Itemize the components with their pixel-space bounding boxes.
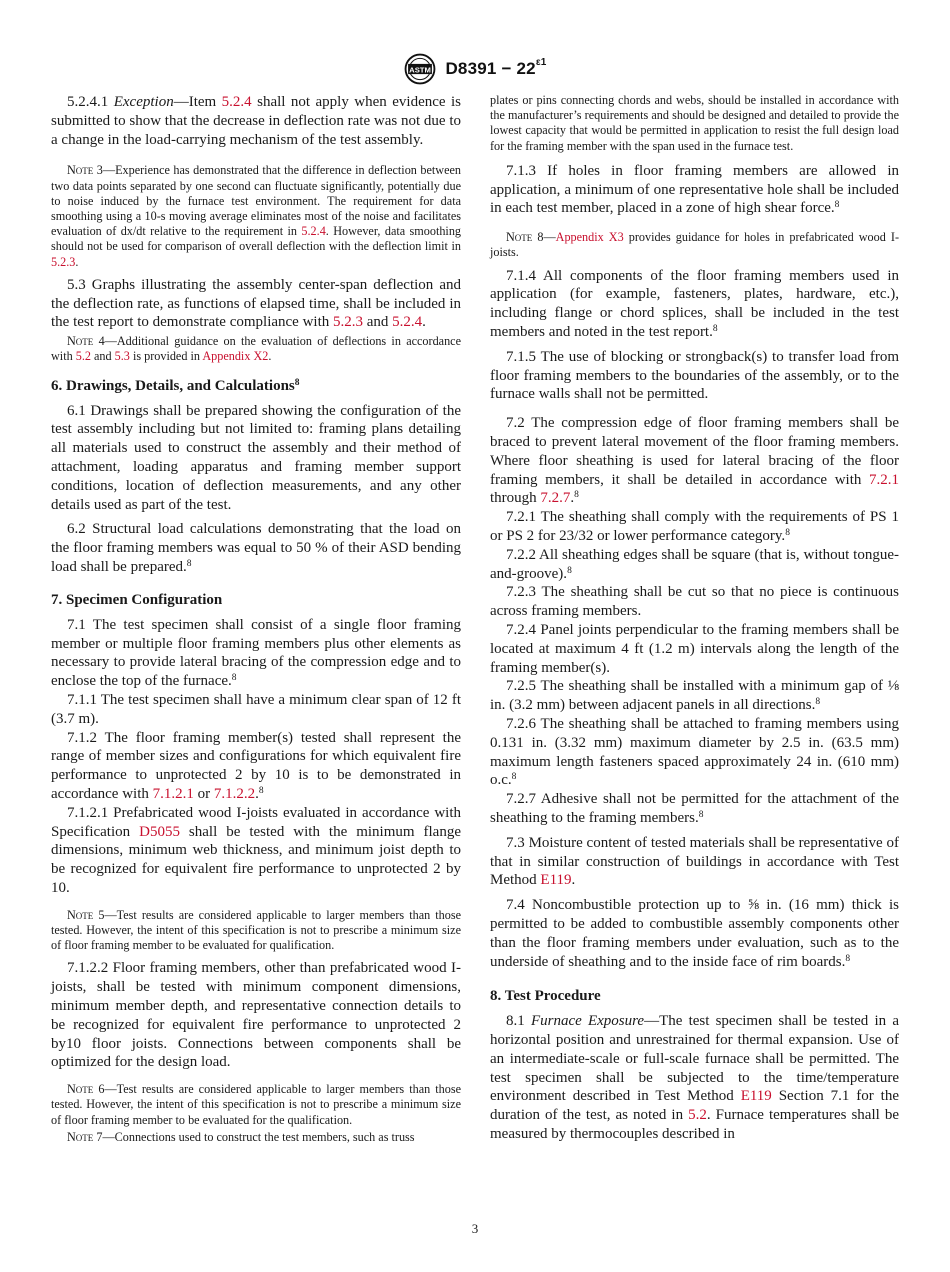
link-7-2-1[interactable]: 7.2.1 <box>869 471 899 488</box>
link-5-2[interactable]: 5.2 <box>75 349 91 364</box>
paragraph-7-1-1: 7.1.1 The test specimen shall have a minimum clear span of 12 ft (3.7 m). <box>51 691 461 727</box>
link-d5055[interactable]: D5055 <box>139 823 180 840</box>
paragraph-7-3: 7.3 Moisture content of tested materials shall be representative of that in similar construction of buildings in accordance with Test Method E119. <box>490 834 899 889</box>
link-5-2-4[interactable]: 5.2.4 <box>301 224 326 239</box>
svg-text:ASTM: ASTM <box>409 65 432 75</box>
note-5: Note 5—Test results are considered applicable to larger members than those tested. However, the intent of this specification is not to prescribe a minimum size of floor framing member to be evaluated for qualification. <box>51 907 461 953</box>
section-6-heading: 6. Drawings, Details, and Calculations$^8$ <box>51 377 300 394</box>
paragraph-7-1-2-1: 7.1.2.1 Prefabricated wood I-joists evaluated in accordance with Specification D5055 shall be tested with the minimum flange dimensions, minimum web thickness, and minimum joist depth to be recognized for equivalent fire performance to unprotected 2 by 10. <box>51 804 461 896</box>
astm-logo-icon <box>403 52 437 86</box>
link-7-1-2-2[interactable]: 7.1.2.2 <box>213 785 256 802</box>
paragraph-7-1-5: 7.1.5 The use of blocking or strongback(s) to transfer load from floor framing members to the boundaries of the assembly, or to the furnace walls shall not be permitted. <box>490 348 899 403</box>
paragraph-7-2-7: 7.2.7 Adhesive shall not be permitted for the attachment of the sheathing to the framing members.$^8$ <box>490 791 899 826</box>
note-7: Note 7—Connections used to construct the test members, such as truss <box>67 1129 415 1144</box>
section-8-heading: 8. Test Procedure <box>490 988 601 1005</box>
paragraph-7-2-4: 7.2.4 Panel joints perpendicular to the framing members shall be located at maximum 4 ft (1.2 m) intervals along the length of the framing member(s). <box>490 621 899 676</box>
link-7-1-2-1[interactable]: 7.1.2.1 <box>152 785 194 802</box>
paragraph-6-1: 6.1 Drawings shall be prepared showing the configuration of the test assembly including but not limited to: framing plans detailing all materials used to construct the assembly and their method of attachment, loading apparatus and framing member support conditions, location of deflection measurements, and any other details used as part of the test. <box>51 402 461 513</box>
document-designation: $D8391 - 22^{\varepsilon 1}$ <box>445 57 547 78</box>
section-7-heading: 7. Specimen Configuration <box>51 591 223 608</box>
link-7-2-7[interactable]: 7.2.7 <box>540 490 571 507</box>
paragraph-7-2-2: 7.2.2 All sheathing edges shall be square (that is, without tongue-and-groove).$^8$ <box>490 546 899 582</box>
paragraph-8-1: 8.1 Furnace Exposure—The test specimen shall be tested in a horizontal position and unrestrained for thermal expansion. Use of an intermediate-scale or full-scale furnace shall be permitted. The test specimen shall be subjected to the time/temperature environment described in Test Method E119 Section 7.1 for the duration of the test, as noted in 5.2. Furnace temperatures shall be measured by thermocouples described in <box>490 1013 900 1143</box>
link-appendix-x2[interactable]: Appendix X2 <box>202 349 269 364</box>
paragraph-7-1-2-2: 7.1.2.2 Floor framing members, other than prefabricated wood I-joists, shall be tested with minimum component dimensions, minimum member depth, and representative connection details to be recognized for equivalent fire performance to unprotected 2 by10 floor joists. Connections between components shall be optimized for the design load. <box>51 960 461 1071</box>
right-column <box>490 93 899 1150</box>
link-e119[interactable]: E119 <box>540 872 572 889</box>
paragraph-7-4: 7.4 Noncombustible protection up to ⅝ in. (16 mm) thick is permitted to be added to combustible assembly components other than the floor framing members under evaluation, such as to the underside of sheathing and to the inside face of rim boards.$^8$ <box>490 897 899 970</box>
note-7-continued: plates or pins connecting chords and webs, should be installed in accordance with the manufacturer’s requirements and should be designed and detailed to provide the lowest capacity that would be permitted in application to resist the full design load for the framing member with the span used in the furnace test. <box>490 93 899 153</box>
paragraph-7-2-1: 7.2.1 The sheathing shall comply with the requirements of PS 1 or PS 2 for 23/32 or lower performance category.$^8$ <box>490 509 899 544</box>
paragraph-7-1-4: 7.1.4 All components of the floor framing members used in application (for example, fasteners, plates, hardware, etc.), including flange or chord splices, shall be included in the test members and noted in the test report.$^8$ <box>490 267 899 340</box>
paragraph-7-1-3: 7.1.3 If holes in floor framing members are allowed in application, a minimum of one representative hole shall be included in each test member, placed in a zone of high shear force.$^8$ <box>490 162 899 217</box>
note-4: Note 4—Additional guidance on the evaluation of deflections in accordance with 5.2 and 5.3 is provided in Appendix X2. <box>51 334 461 364</box>
paragraph-5-2-4-1: 5.2.4.1 Exception—Item 5.2.4 shall not apply when evidence is submitted to show that the decrease in deflection rate was not due to a change in the load-carrying mechanism of the test assembly. <box>51 94 462 148</box>
link-appendix-x3[interactable]: Appendix X3 <box>555 230 624 245</box>
link-5-3[interactable]: 5.3 <box>114 349 130 364</box>
link-5-2[interactable]: 5.2 <box>688 1107 707 1124</box>
note-3: Note 3—Experience has demonstrated that the difference in deflection between two data points separated by one second can fluctuate significantly, potentially due to noise induced by the furnace test environment. The requirement for data smoothing using a 10-s moving average eliminates most of the noise and facilitates evaluation of dx/dt relative to the requirement in 5.2.4. However, data smoothing should not be used for comparison of overall deflection with the deflection limit in 5.2.3. <box>51 163 462 269</box>
paragraph-7-2: 7.2 The compression edge of floor framing members shall be braced to prevent lateral movement of the floor framing members. Where floor sheathing is used for lateral bracing of the floor framing members, it shall be detailed in accordance with 7.2.1 through 7.2.7.$^8$ <box>490 415 899 507</box>
link-e119[interactable]: E119 <box>740 1088 772 1105</box>
link-5-2-4[interactable]: 5.2.4 <box>392 314 423 331</box>
page-number: 3 <box>471 1221 479 1236</box>
note-6: Note 6—Test results are considered applicable to larger members than those tested. However, the intent of this specification is not to prescribe a minimum size of floor framing member to be evaluated for the qualification. <box>51 1082 461 1127</box>
link-5-2-4[interactable]: 5.2.4 <box>221 94 252 110</box>
paragraph-6-2: 6.2 Structural load calculations demonstrating that the load on the floor framing members was equal to 50 % of their ASD bending load shall be prepared.$^8$ <box>51 521 461 575</box>
link-5-2-3[interactable]: 5.2.3 <box>333 314 363 331</box>
link-5-2-3[interactable]: 5.2.3 <box>51 254 76 269</box>
paragraph-7-2-5: 7.2.5 The sheathing shall be installed with a minimum gap of ⅛ in. (3.2 mm) between adjacent panels in all directions.$^8$ <box>490 678 899 714</box>
paragraph-7-2-6: 7.2.6 The sheathing shall be attached to framing members using 0.131 in. (3.32 mm) maximum diameter by 2.5 in. (63.5 mm) maximum length fasteners spaced approximately 24 in. (610 mm) o.c.$^8$ <box>490 715 899 789</box>
note-8: Note 8—Appendix X3 provides guidance for holes in prefabricated wood I-joists. <box>490 230 900 260</box>
paragraph-7-2-3: 7.2.3 The sheathing shall be cut so that no piece is continuous across framing members. <box>490 584 899 620</box>
paragraph-5-3: 5.3 Graphs illustrating the assembly center-span deflection and the deflection rate, as functions of elapsed time, shall be included in the test report to demonstrate compliance with 5.2.3 and 5.2.4. <box>51 276 461 331</box>
paragraph-7-1-2: 7.1.2 The floor framing member(s) tested shall represent the range of member sizes and configurations for which equivalent fire performance to unprotected 2 by 10 is to be demonstrated in accordance with 7.1.2.1 or 7.1.2.2.$^8$ <box>51 729 461 802</box>
paragraph-7-1: 7.1 The test specimen shall consist of a single floor framing member or multiple floor framing members plus other elements as necessary to provide lateral bracing of the compression edge and to enclose the top of the furnace.$^8$ <box>51 616 461 690</box>
page-header <box>0 52 950 86</box>
left-column <box>51 93 461 1151</box>
